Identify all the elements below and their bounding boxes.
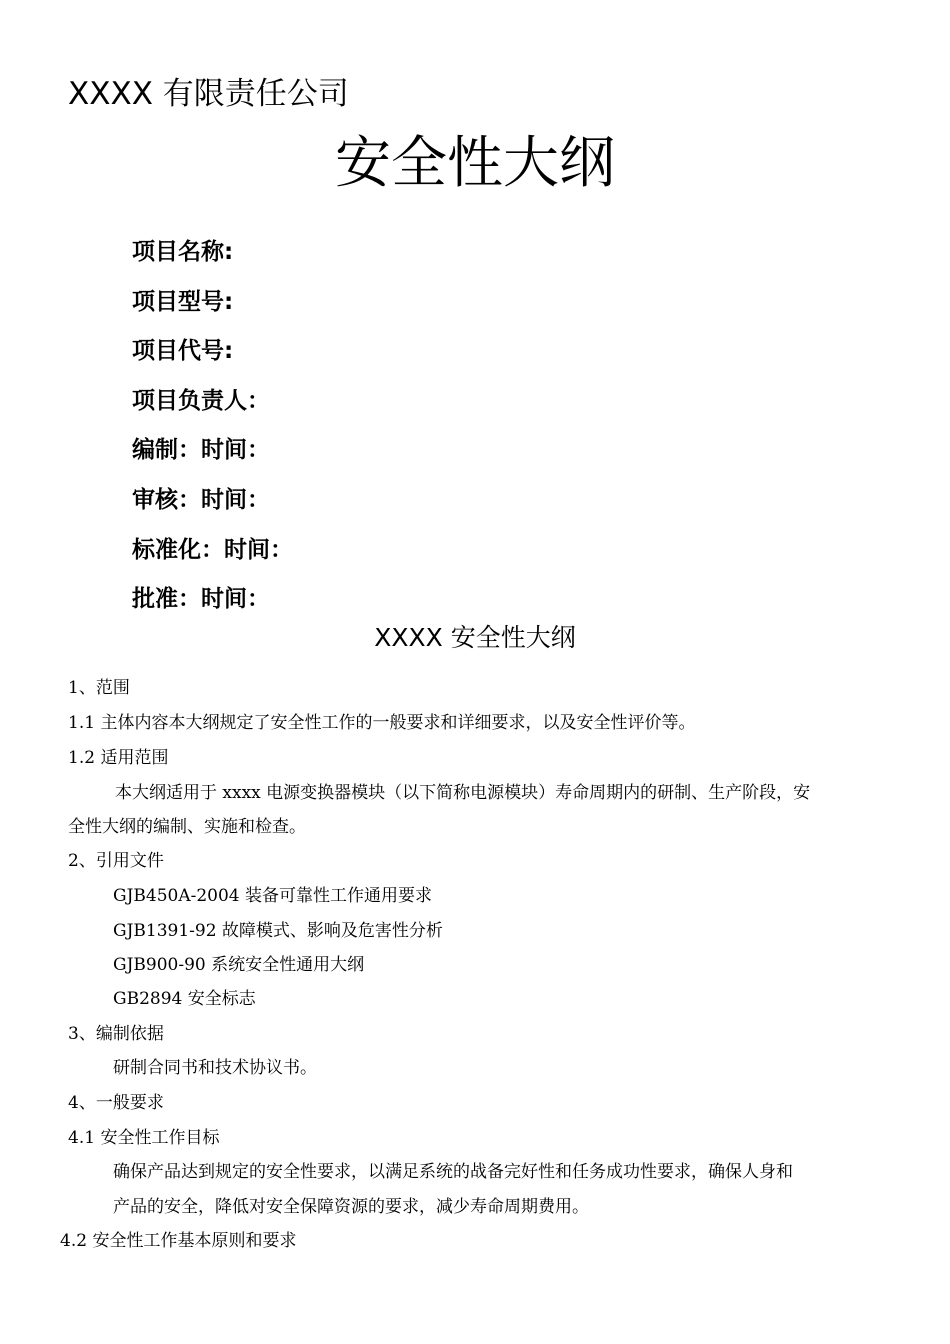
document-title: XXXX 安全性大纲 [374,623,576,652]
field-reviewed-time: 审核：时间： [132,486,270,513]
section-2-heading: 2、引用文件 [68,851,164,871]
section-1-heading: 1、范围 [68,678,130,698]
reference-item: GJB450A-2004 装备可靠性工作通用要求 [113,886,433,906]
main-title: 安全性大纲 [335,131,615,196]
field-project-leader: 项目负责人： [132,387,270,414]
scope-paragraph-line-1: 本大纲适用于 xxxx 电源变换器模块（以下简称电源模块）寿命周期内的研制、生产阶段，安 [115,783,811,803]
field-project-model: 项目型号: [132,288,234,315]
section-4-heading: 4、一般要求 [68,1093,164,1113]
goal-paragraph-line-2: 产品的安全，降低对安全保障资源的要求，减少寿命周期费用。 [113,1197,589,1217]
field-standardized-time: 标准化：时间： [132,536,293,563]
goal-paragraph-line-1: 确保产品达到规定的安全性要求，以满足系统的战备完好性和任务成功性要求，确保人身和 [113,1162,793,1182]
basis-text: 研制合同书和技术协议书。 [113,1058,317,1078]
field-project-code: 项目代号: [132,338,234,365]
project-info-fields [132,228,293,625]
section-3-heading: 3、编制依据 [68,1024,164,1044]
section-4-2-heading: 4.2 安全性工作基本原则和要求 [60,1231,297,1251]
reference-item: GB2894 安全标志 [113,989,256,1009]
reference-item: GJB900-90 系统安全性通用大纲 [113,955,365,975]
section-1-2-heading: 1.2 适用范围 [68,748,169,768]
section-1-1-text: 1.1 主体内容本大纲规定了安全性工作的一般要求和详细要求，以及安全性评价等。 [68,713,696,733]
scope-paragraph-line-2: 全性大纲的编制、实施和检查。 [68,817,306,837]
field-project-name: 项目名称: [132,239,234,265]
field-compiled-time: 编制：时间： [132,437,270,464]
company-name: XXXX 有限责任公司 [68,76,349,112]
field-approved-time: 批准：时间： [132,586,270,613]
reference-item: GJB1391-92 故障模式、影响及危害性分析 [113,921,443,941]
section-4-1-heading: 4.1 安全性工作目标 [68,1128,220,1148]
